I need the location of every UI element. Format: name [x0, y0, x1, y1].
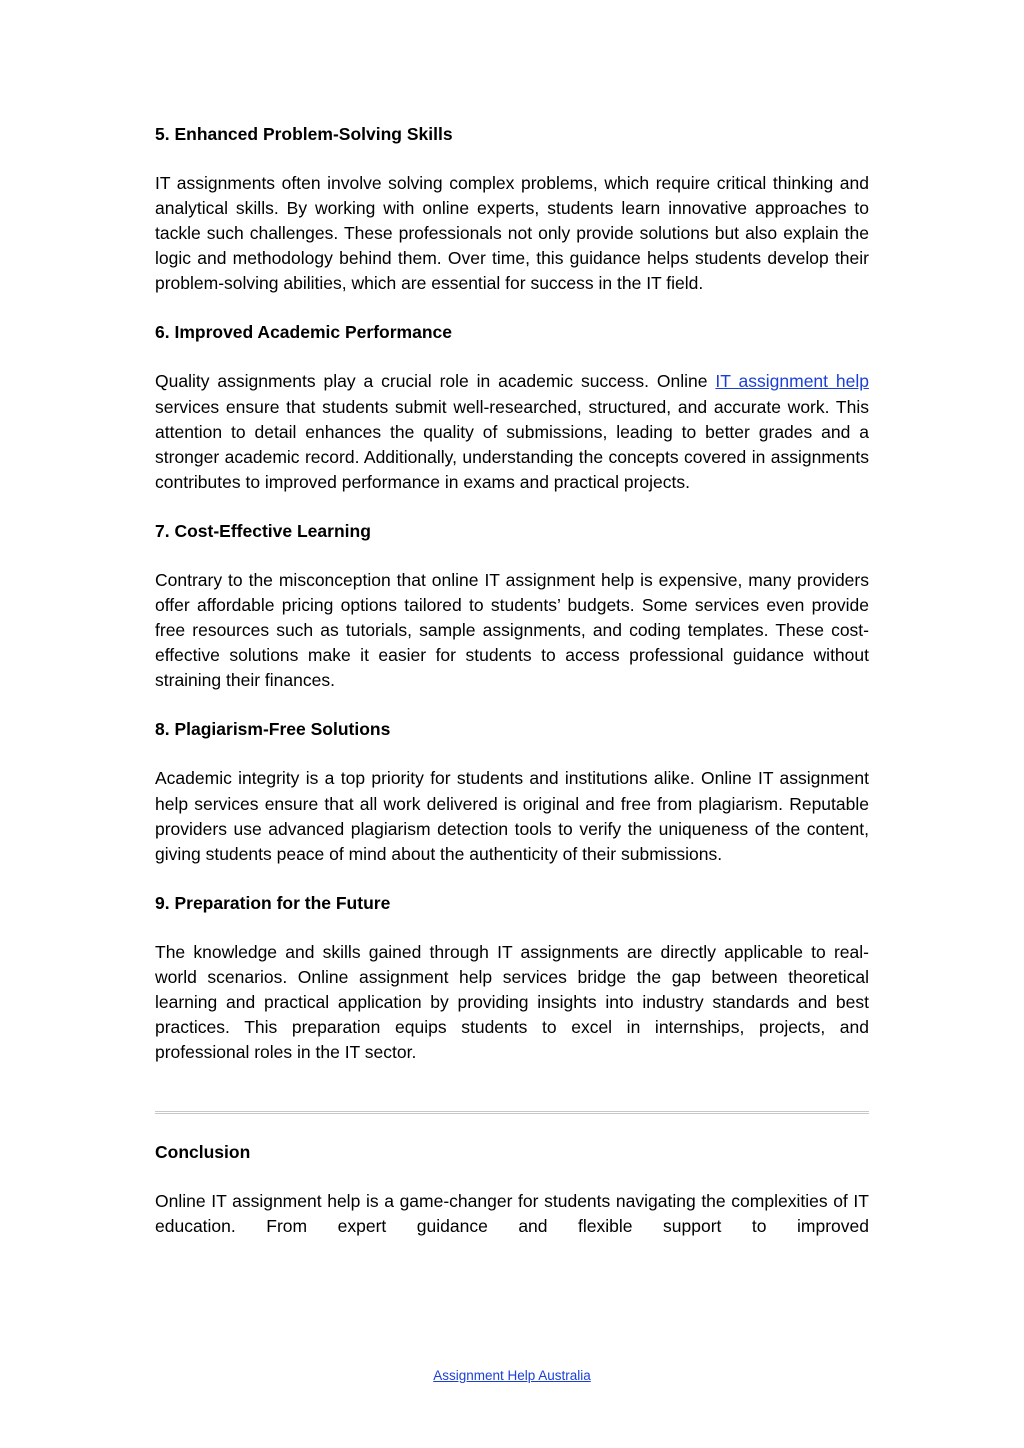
- section-heading: 6. Improved Academic Performance: [155, 322, 452, 343]
- it-assignment-help-link[interactable]: IT assignment help: [715, 371, 870, 392]
- section-paragraph: [155, 369, 869, 494]
- conclusion-paragraph: Online IT assignment help is a game-changer for students navigating the complexities of IT education. From expert guidance and flexible support to improved: [155, 1191, 869, 1237]
- section-heading: 7. Cost-Effective Learning: [155, 520, 371, 541]
- section-paragraph: Academic integrity is a top priority for students and institutions alike. Online IT assignment help services ensure that all work delivered is original and free from plagiarism. Reputable providers use advanced plagiarism detection tools to verify the uniqueness of the content, giving students peace of mind about the authenticity of their submissions.: [155, 768, 869, 864]
- section-paragraph: The knowledge and skills gained through IT assignments are directly applicable to real-world scenarios. Online assignment help services bridge the gap between theoretical learning and practical application by providing insights into industry standards and best practices. This preparation equips students to excel in internships, projects, and professional roles in the IT sector.: [155, 941, 869, 1063]
- page-footer: [0, 1368, 1024, 1383]
- footer-link[interactable]: Assignment Help Australia: [433, 1368, 591, 1383]
- section-heading: 5. Enhanced Problem-Solving Skills: [155, 124, 453, 144]
- document-body: [155, 122, 869, 1239]
- paragraph-text: services ensure that students submit well-researched, structured, and accurate work. This attention to detail enhances the quality of submissions, leading to better grades and a stronger academic record. Additionally, understanding the concepts covered in assignments contributes to improved performance in exams and practical projects.: [155, 396, 869, 492]
- section-paragraph: Contrary to the misconception that online IT assignment help is expensive, many providers offer affordable pricing options tailored to students’ budgets. Some services even provide free resources such as tutorials, sample assignments, and coding templates. These cost-effective solutions make it easier for students to access professional guidance without straining their finances.: [155, 569, 869, 691]
- section-heading: 9. Preparation for the Future: [155, 892, 391, 913]
- conclusion-heading: Conclusion: [155, 1142, 251, 1163]
- paragraph-text: Quality assignments play a crucial role in academic success. Online: [155, 371, 716, 392]
- section-heading: 8. Plagiarism-Free Solutions: [155, 719, 391, 740]
- section-paragraph: IT assignments often involve solving complex problems, which require critical thinking and analytical skills. By working with online experts, students learn innovative approaches to tackle such challenges. These professionals not only provide solutions but also explain the logic and methodology behind them. Over time, this guidance helps students develop their problem-solving abilities, which are essential for success in the IT field.: [155, 173, 869, 294]
